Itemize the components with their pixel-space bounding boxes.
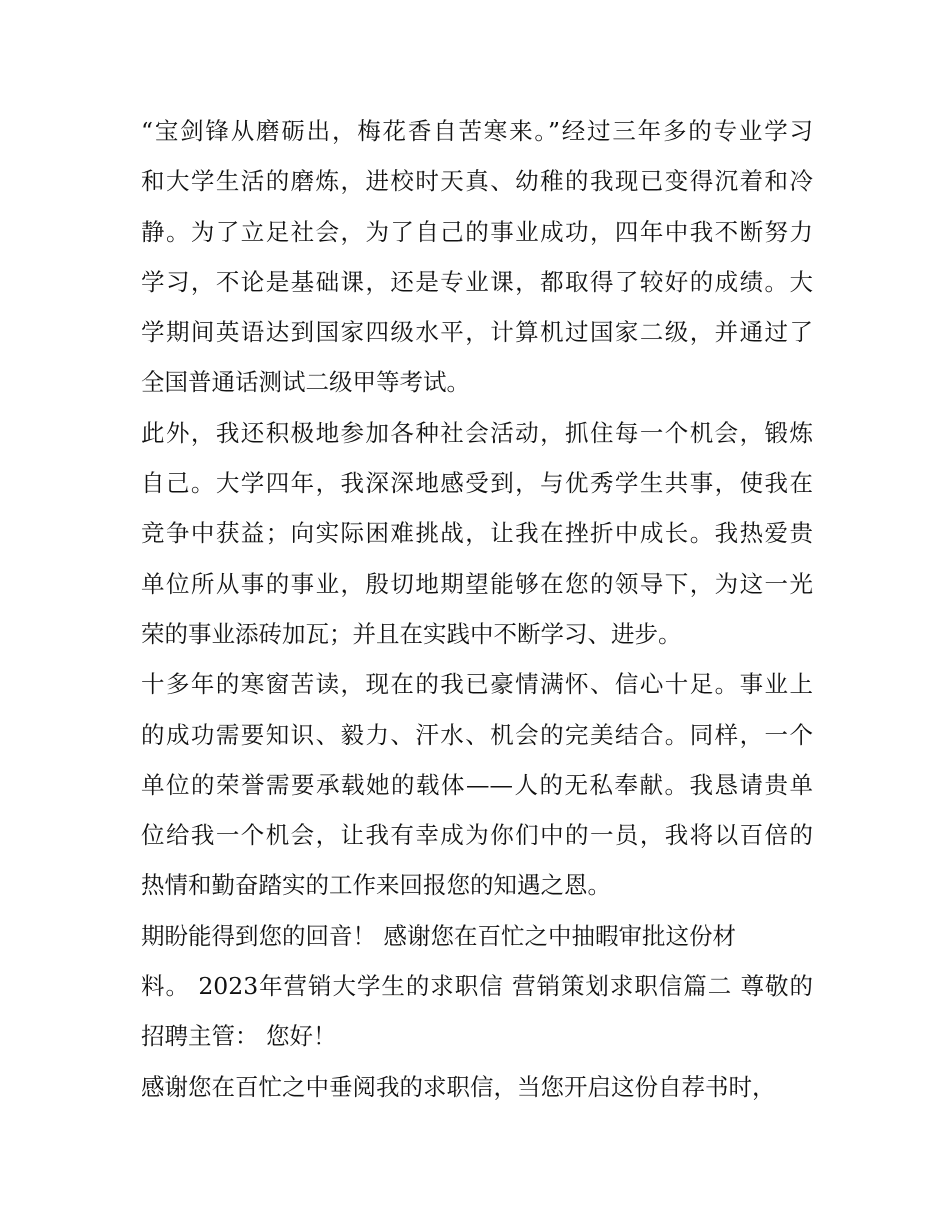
- text-line: 感谢您在百忙之中垂阅我的求职信，当您开启这份自荐书时，: [141, 1072, 776, 1101]
- text-line: 自己。大学四年，我深深地感受到，与优秀学生共事，使我在: [141, 469, 813, 498]
- text-line: 全国普通话测试二级甲等考试。: [141, 368, 470, 397]
- text-line: 料。 2023年营销大学生的求职信 营销策划求职信篇二 尊敬的: [141, 972, 813, 1001]
- text-line: 的成功需要知识、毅力、汗水、机会的完美结合。同样，一个: [141, 720, 813, 749]
- text-line: 和大学生活的磨炼，进校时天真、幼稚的我现已变得沉着和冷: [141, 167, 813, 196]
- text-line: 期盼能得到您的回音！ 感谢您在百忙之中抽暇审批这份材: [141, 921, 736, 950]
- text-line: 十多年的寒窗苦读，现在的我已豪情满怀、信心十足。事业上: [141, 670, 813, 699]
- text-line: 单位的荣誉需要承载她的载体——人的无私奉献。我恳请贵单: [141, 770, 813, 799]
- text-line: 单位所从事的事业，殷切地期望能够在您的领导下，为这一光: [141, 569, 813, 598]
- text-line: 静。为了立足社会，为了自己的事业成功，四年中我不断努力: [141, 217, 813, 246]
- text-line: 学期间英语达到国家四级水平，计算机过国家二级，并通过了: [141, 318, 813, 347]
- text-line: 此外，我还积极地参加各种社会活动，抓住每一个机会，锻炼: [141, 418, 813, 447]
- text-line: 招聘主管： 您好！: [141, 1022, 337, 1051]
- text-line: 位给我一个机会，让我有幸成为你们中的一员，我将以百倍的: [141, 821, 813, 850]
- text-line: 荣的事业添砖加瓦；并且在实践中不断学习、进步。: [141, 619, 682, 648]
- text-line: 竞争中获益；向实际困难挑战，让我在挫折中成长。我热爱贵: [141, 519, 813, 548]
- text-line: 热情和勤奋踏实的工作来回报您的知遇之恩。: [141, 871, 611, 900]
- text-line: “宝剑锋从磨砺出，梅花香自苦寒来。”经过三年多的专业学习: [141, 117, 813, 145]
- letter-body: [141, 106, 813, 1112]
- text-line: 学习，不论是基础课，还是专业课，都取得了较好的成绩。大: [141, 267, 813, 296]
